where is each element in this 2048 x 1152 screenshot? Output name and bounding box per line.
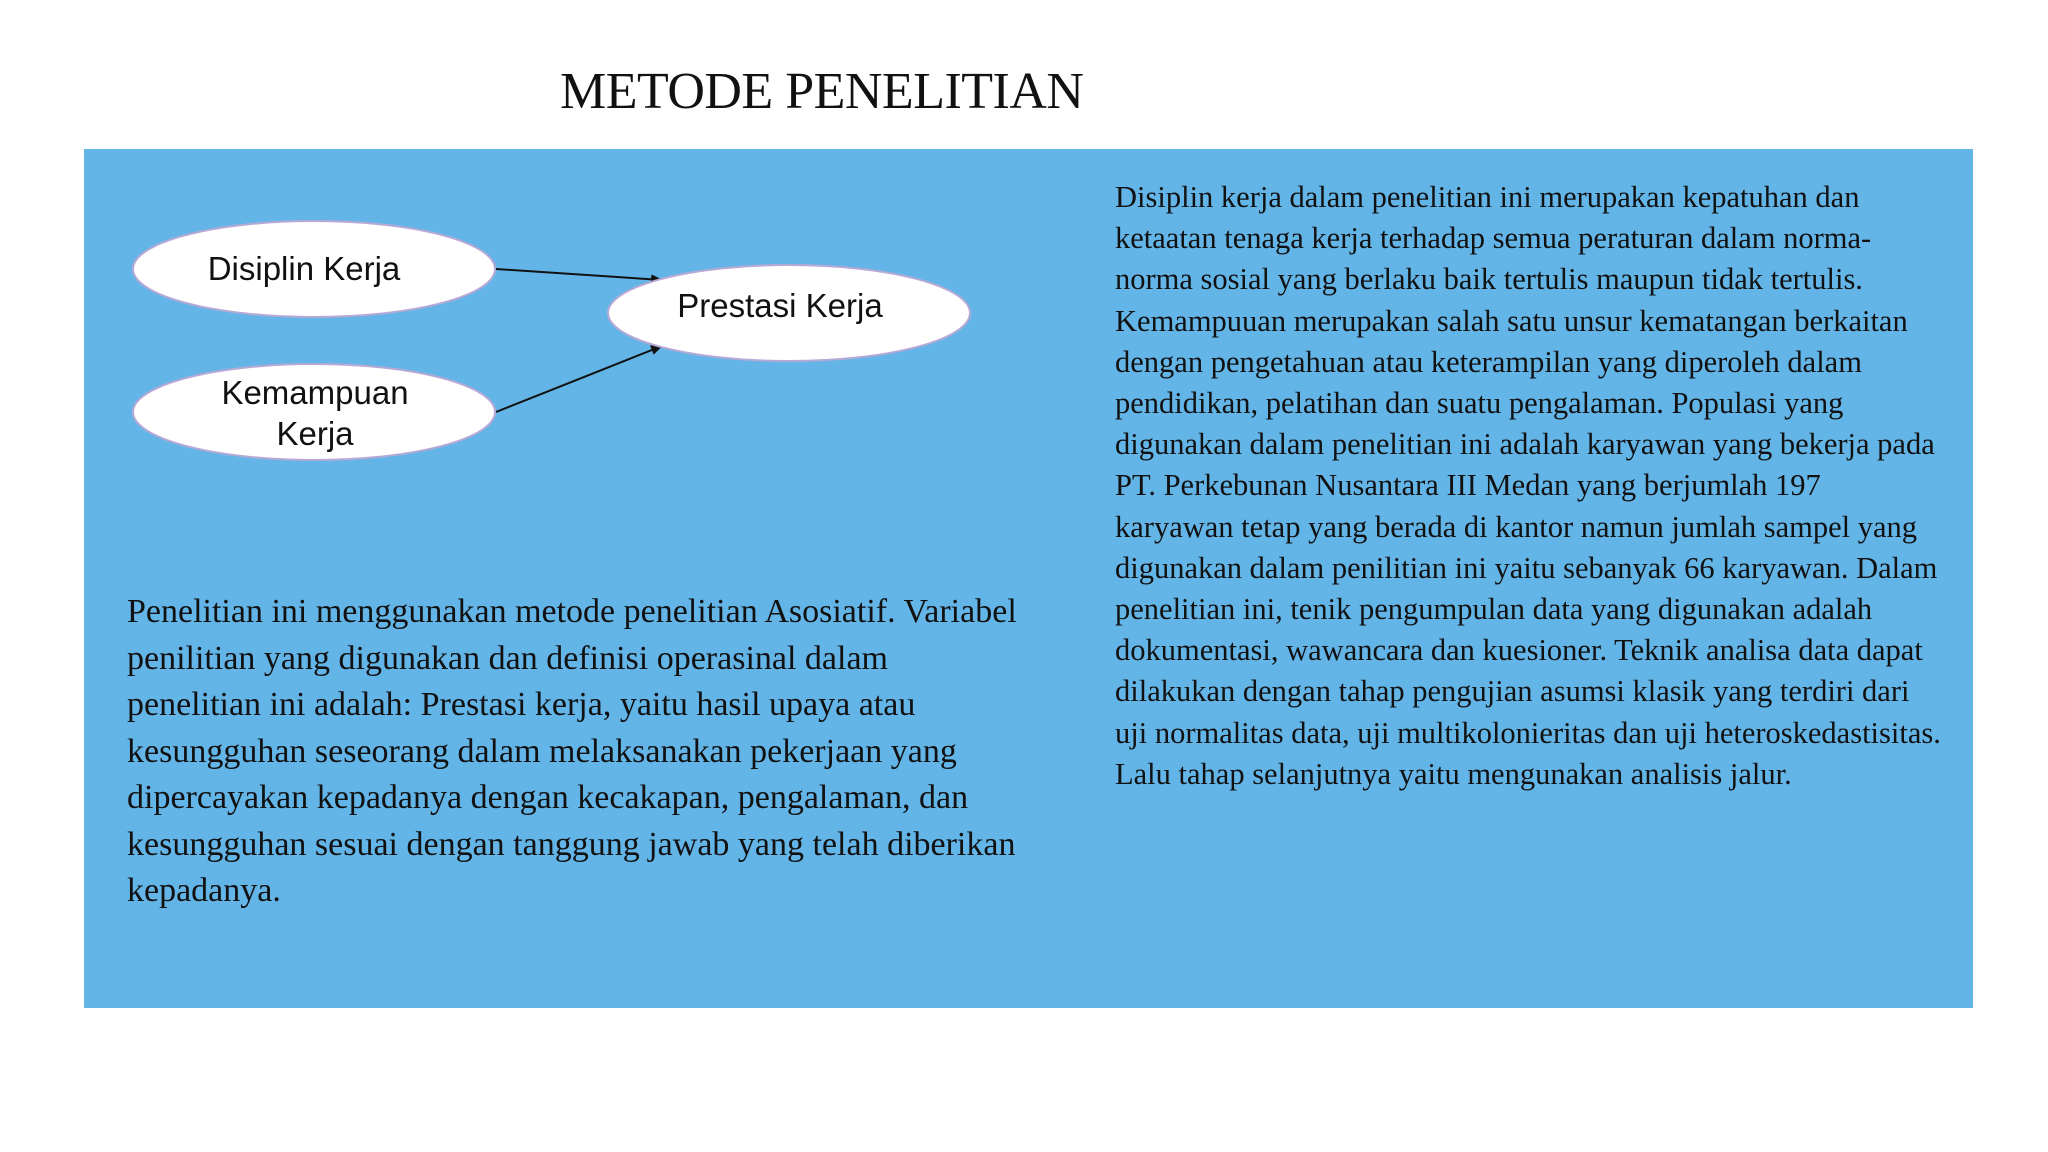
node-prestasi-label: Prestasi Kerja: [677, 287, 883, 324]
node-prestasi-kerja: [608, 265, 970, 361]
node-disiplin-label: Disiplin Kerja: [207, 250, 401, 287]
content-panel: [84, 149, 1973, 1008]
definition-paragraph: Disiplin kerja dalam penelitian ini merupakan kepatuhan dan ketaatan tenaga kerja terhadap semua peraturan dalam norma-norma sosial yang berlaku baik tertulis maupun tidak tertulis. Kemampuuan merupakan salah satu unsur kematangan berkaitan dengan pengetahuan atau keterampilan yang diperoleh dalam pendidikan, pelatihan dan suatu pengalaman. Populasi yang digunakan dalam penelitian ini adalah karyawan yang bekerja pada PT. Perkebunan Nusantara III Medan yang berjumlah 197 karyawan tetap yang berada di kantor namun jumlah sampel yang digunakan dalam penilitian ini yaitu sebanyak 66 karyawan. Dalam penelitian ini, tenik pengumpulan data yang digunakan adalah dokumentasi, wawancara dan kuesioner. Teknik analisa data dapat dilakukan dengan tahap pengujian asumsi klasik yang terdiri dari uji normalitas data, uji multikolonieritas dan uji heteroskedastisitas. Lalu tahap selanjutnya yaitu mengunakan analisis jalur.: [1115, 180, 1941, 791]
node-disiplin-kerja: [133, 221, 495, 317]
slide-title: METODE PENELITIAN: [560, 63, 1084, 120]
node-kemampuan-kerja: [133, 364, 495, 460]
arrow-kemampuan-to-prestasi: [496, 346, 662, 412]
arrow-disiplin-to-prestasi: [496, 269, 662, 280]
node-kemampuan-label-line2: Kerja: [276, 415, 354, 452]
method-paragraph: Penelitian ini menggunakan metode penelitian Asosiatif. Variabel penilitian yang digunakan dan definisi operasinal dalam penelitian ini adalah: Prestasi kerja, yaitu hasil upaya atau kesungguhan seseorang dalam melaksanakan pekerjaan yang dipercayakan kepadanya dengan kecakapan, pengalaman, dan kesungguhan sesuai dengan tanggung jawab yang telah diberikan kepadanya.: [127, 593, 1017, 909]
node-kemampuan-label-line1: Kemampuan: [221, 374, 409, 411]
path-diagram: [84, 149, 1084, 549]
